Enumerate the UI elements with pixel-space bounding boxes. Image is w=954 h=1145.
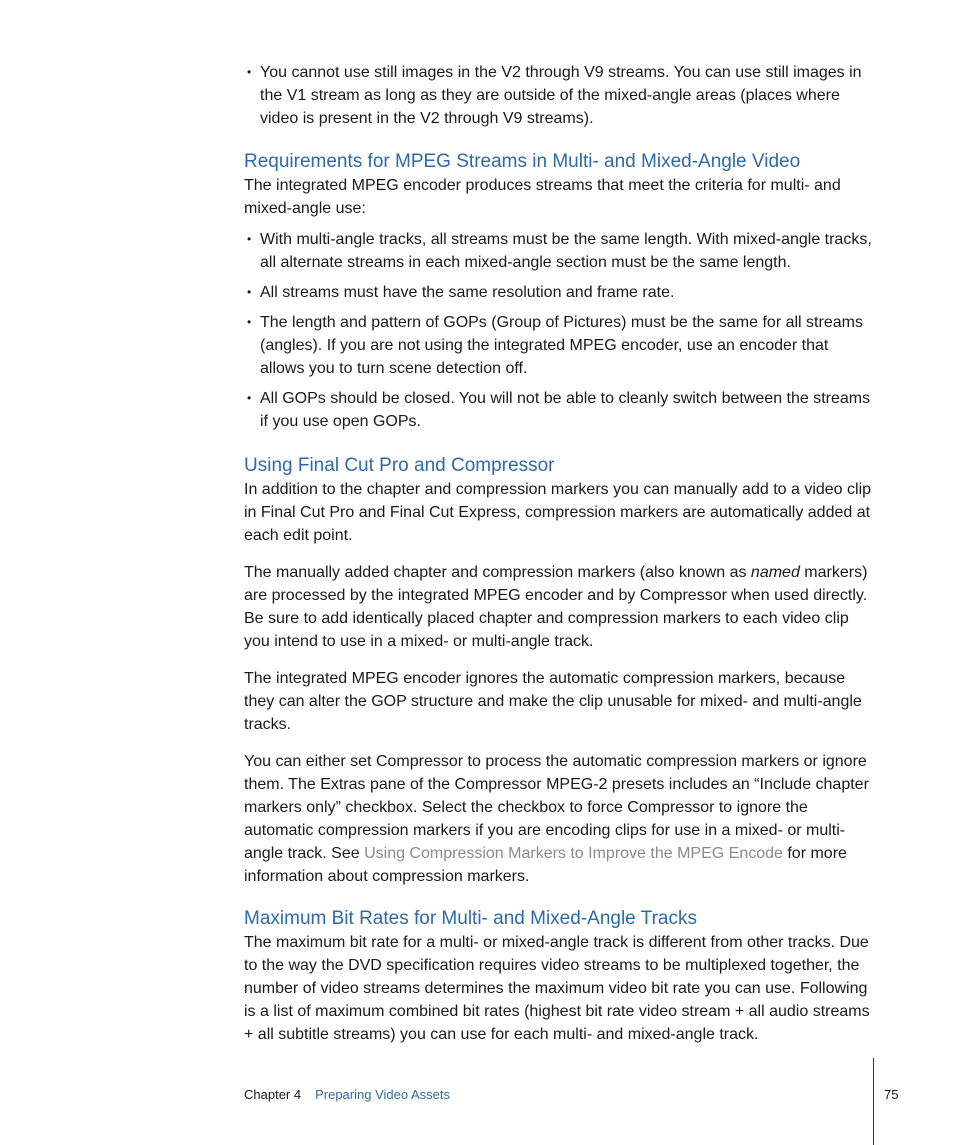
section-heading-final-cut-pro: Using Final Cut Pro and Compressor — [244, 455, 555, 476]
page-number: 75 — [884, 1087, 899, 1102]
emphasis: named — [750, 564, 800, 581]
chapter-title: Preparing Video Assets — [315, 1087, 450, 1102]
chapter-label: Chapter 4 — [244, 1087, 302, 1102]
section-heading-max-bit-rates: Maximum Bit Rates for Multi- and Mixed-Angle Tracks — [244, 908, 697, 929]
section-heading-mpeg-requirements: Requirements for MPEG Streams in Multi- and Mixed-Angle Video — [244, 151, 801, 172]
list-item: • You cannot use still images in the V2 through V9 streams. You can use still images in the V1 stream as long as they are outside of the mixed-angle areas (places where video is present in the V2 through V9 streams). — [244, 61, 874, 130]
top-bullet-list — [244, 61, 874, 130]
list-item: • All GOPs should be closed. You will not be able to cleanly switch between the streams if you use open GOPs. — [244, 387, 874, 433]
paragraph: You can either set Compressor to process the automatic compression markers or ignore them. The Extras pane of the Compressor MPEG-2 presets includes an “Include chapter markers only” checkbox. Select the checkbox to force Compressor to ignore the automatic compression markers if you are encoding clips for use in a mixed- or multi-angle track. See Using Compression Markers to Improve the MPEG Encode for more information about compression markers. — [244, 753, 869, 885]
page-content — [244, 61, 874, 1060]
footer-divider — [873, 1058, 874, 1145]
paragraph: In addition to the chapter and compression markers you can manually add to a video clip in Final Cut Pro and Final Cut Express, compression markers are automatically added at each edit point. — [244, 481, 872, 544]
paragraph: The maximum bit rate for a multi- or mixed-angle track is different from other tracks. Due to the way the DVD specification requires video streams to be multiplexed together, the number of video streams determines the maximum video bit rate you can use. Following is a list of maximum combined bit rates (highest bit rate video stream + all audio streams + all subtitle streams) you can use for each multi- and mixed-angle track. — [244, 934, 870, 1043]
paragraph: The integrated MPEG encoder ignores the automatic compression markers, because they can alter the GOP structure and make the clip unusable for mixed- and multi-angle tracks. — [244, 670, 862, 733]
cross-reference-link[interactable]: Using Compression Markers to Improve the MPEG Encode — [364, 845, 783, 862]
paragraph: The manually added chapter and compression markers (also known as named markers) are processed by the integrated MPEG encoder and by Compressor when used directly. Be sure to add identically placed chapter and compression markers to each video clip you intend to use in a mixed- or multi-angle track. — [244, 564, 868, 650]
requirements-bullet-list — [244, 228, 874, 433]
page-footer — [244, 1086, 450, 1104]
list-item: • The length and pattern of GOPs (Group of Pictures) must be the same for all streams (angles). If you are not using the integrated MPEG encoder, use an encoder that allows you to turn scene detection off. — [244, 311, 874, 380]
list-item: • With multi-angle tracks, all streams must be the same length. With mixed-angle tracks, all alternate streams in each mixed-angle section must be the same length. — [244, 228, 874, 274]
list-item: • All streams must have the same resolution and frame rate. — [244, 281, 874, 304]
section-intro: The integrated MPEG encoder produces streams that meet the criteria for multi- and mixed-angle use: — [244, 177, 841, 217]
